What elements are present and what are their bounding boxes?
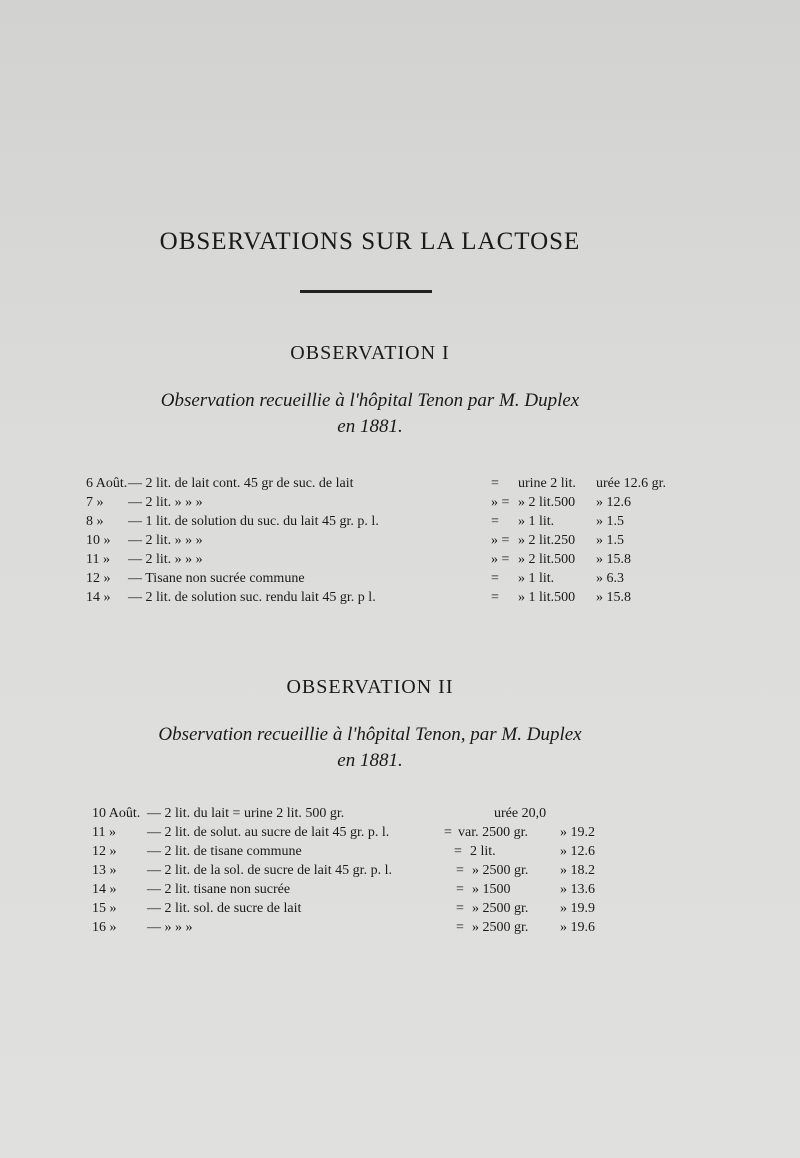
- row-urine: » 2 lit.250: [518, 533, 576, 548]
- row-description: — Tisane non sucrée commune: [128, 571, 305, 586]
- row-description: — » » »: [147, 920, 193, 935]
- row-date: 11 »: [92, 825, 116, 840]
- row-urine: 2 lit.: [470, 844, 496, 859]
- row-equals: =: [456, 882, 464, 897]
- observation-1-subtitle-line2: en 1881.: [337, 416, 403, 437]
- observation-2-heading: OBSERVATION II: [286, 676, 454, 698]
- row-equals: =: [491, 514, 499, 529]
- table-row: [86, 533, 646, 552]
- title-divider: [300, 290, 432, 293]
- row-equals: =: [444, 825, 452, 840]
- row-date: 14 »: [86, 590, 111, 605]
- table-row: [86, 571, 646, 590]
- table-row: [92, 920, 652, 939]
- row-urine: » 1 lit.: [518, 571, 555, 586]
- row-urine: » 1 lit.: [518, 514, 555, 529]
- observation-1-subtitle-line1: Observation recueillie à l'hôpital Tenon par M. Duplex: [160, 390, 580, 411]
- row-uree: urée 20,0: [494, 806, 547, 821]
- row-uree: » 19.6: [560, 920, 595, 935]
- row-uree: » 15.8: [596, 552, 631, 567]
- row-description: — 2 lit. de lait cont. 45 gr de suc. de lait: [128, 476, 354, 491]
- row-description: — 2 lit. sol. de sucre de lait: [147, 901, 302, 916]
- row-uree: » 13.6: [560, 882, 595, 897]
- table-row: [92, 882, 652, 901]
- row-urine: » 2 lit.500: [518, 552, 576, 567]
- row-equals: =: [491, 590, 499, 605]
- table-row: [86, 476, 666, 495]
- table-row: [86, 495, 646, 514]
- row-urine: » 1500: [472, 882, 511, 897]
- row-equals: » =: [491, 533, 510, 548]
- row-equals: =: [491, 571, 499, 586]
- row-urine: var. 2500 gr.: [458, 825, 528, 840]
- row-description: — 2 lit. du lait = urine 2 lit. 500 gr.: [147, 806, 345, 821]
- row-date: 12 »: [86, 571, 111, 586]
- row-description: — 2 lit. de solut. au sucre de lait 45 gr. p. l.: [147, 825, 390, 840]
- table-row: [92, 825, 652, 844]
- row-equals: =: [456, 863, 464, 878]
- row-description: — 2 lit. » » »: [128, 495, 203, 510]
- row-equals: =: [454, 844, 462, 859]
- row-description: — 2 lit. de la sol. de sucre de lait 45 gr. p. l.: [147, 863, 392, 878]
- observation-1-heading: OBSERVATION I: [290, 342, 450, 364]
- row-equals: =: [491, 476, 499, 491]
- row-date: 10 Août.: [92, 806, 141, 821]
- table-row: [92, 901, 652, 920]
- row-uree: » 6.3: [596, 571, 624, 586]
- row-date: 13 »: [92, 863, 117, 878]
- row-equals: » =: [491, 495, 510, 510]
- row-description: — 1 lit. de solution du suc. du lait 45 gr. p. l.: [128, 514, 379, 529]
- row-urine: » 2500 gr.: [472, 920, 529, 935]
- observation-2-subtitle-line2: en 1881.: [337, 750, 403, 771]
- observation-1-subtitle: [60, 388, 680, 440]
- row-date: 6 Août.: [86, 476, 128, 491]
- row-date: 8 »: [86, 514, 104, 529]
- row-uree: » 19.2: [560, 825, 595, 840]
- row-urine: » 1 lit.500: [518, 590, 576, 605]
- table-row: [86, 552, 646, 571]
- row-description: — 2 lit. tisane non sucrée: [147, 882, 291, 897]
- table-row: [92, 844, 652, 863]
- row-date: 7 »: [86, 495, 104, 510]
- table-row: [92, 806, 652, 825]
- row-date: 12 »: [92, 844, 117, 859]
- table-row: [86, 590, 646, 609]
- row-urine: » 2 lit.500: [518, 495, 576, 510]
- observation-1-table: [86, 476, 666, 609]
- table-row: [86, 514, 646, 533]
- row-uree: » 1.5: [596, 514, 624, 529]
- row-equals: =: [456, 920, 464, 935]
- row-uree: » 18.2: [560, 863, 595, 878]
- row-uree: » 1.5: [596, 533, 624, 548]
- row-uree: » 15.8: [596, 590, 631, 605]
- row-date: 10 »: [86, 533, 111, 548]
- row-uree: » 12.6: [596, 495, 631, 510]
- row-description: — 2 lit. » » »: [128, 533, 203, 548]
- observation-2-subtitle: [60, 722, 680, 774]
- row-urine: » 2500 gr.: [472, 901, 529, 916]
- row-date: 11 »: [86, 552, 110, 567]
- row-uree: urée 12.6 gr.: [596, 476, 666, 491]
- row-equals: » =: [491, 552, 510, 567]
- row-description: — 2 lit. » » »: [128, 552, 203, 567]
- row-date: 14 »: [92, 882, 117, 897]
- row-urine: » 2500 gr.: [472, 863, 529, 878]
- observation-2-table: [92, 806, 652, 939]
- row-date: 16 »: [92, 920, 117, 935]
- row-uree: » 19.9: [560, 901, 595, 916]
- observation-2-subtitle-line1: Observation recueillie à l'hôpital Tenon, par M. Duplex: [158, 724, 582, 745]
- row-date: 15 »: [92, 901, 117, 916]
- page-title: OBSERVATIONS SUR LA LACTOSE: [159, 228, 581, 255]
- row-description: — 2 lit. de tisane commune: [147, 844, 302, 859]
- row-urine: urine 2 lit.: [518, 476, 576, 491]
- row-description: — 2 lit. de solution suc. rendu lait 45 gr. p l.: [128, 590, 376, 605]
- row-uree: » 12.6: [560, 844, 595, 859]
- table-row: [92, 863, 652, 882]
- row-equals: =: [456, 901, 464, 916]
